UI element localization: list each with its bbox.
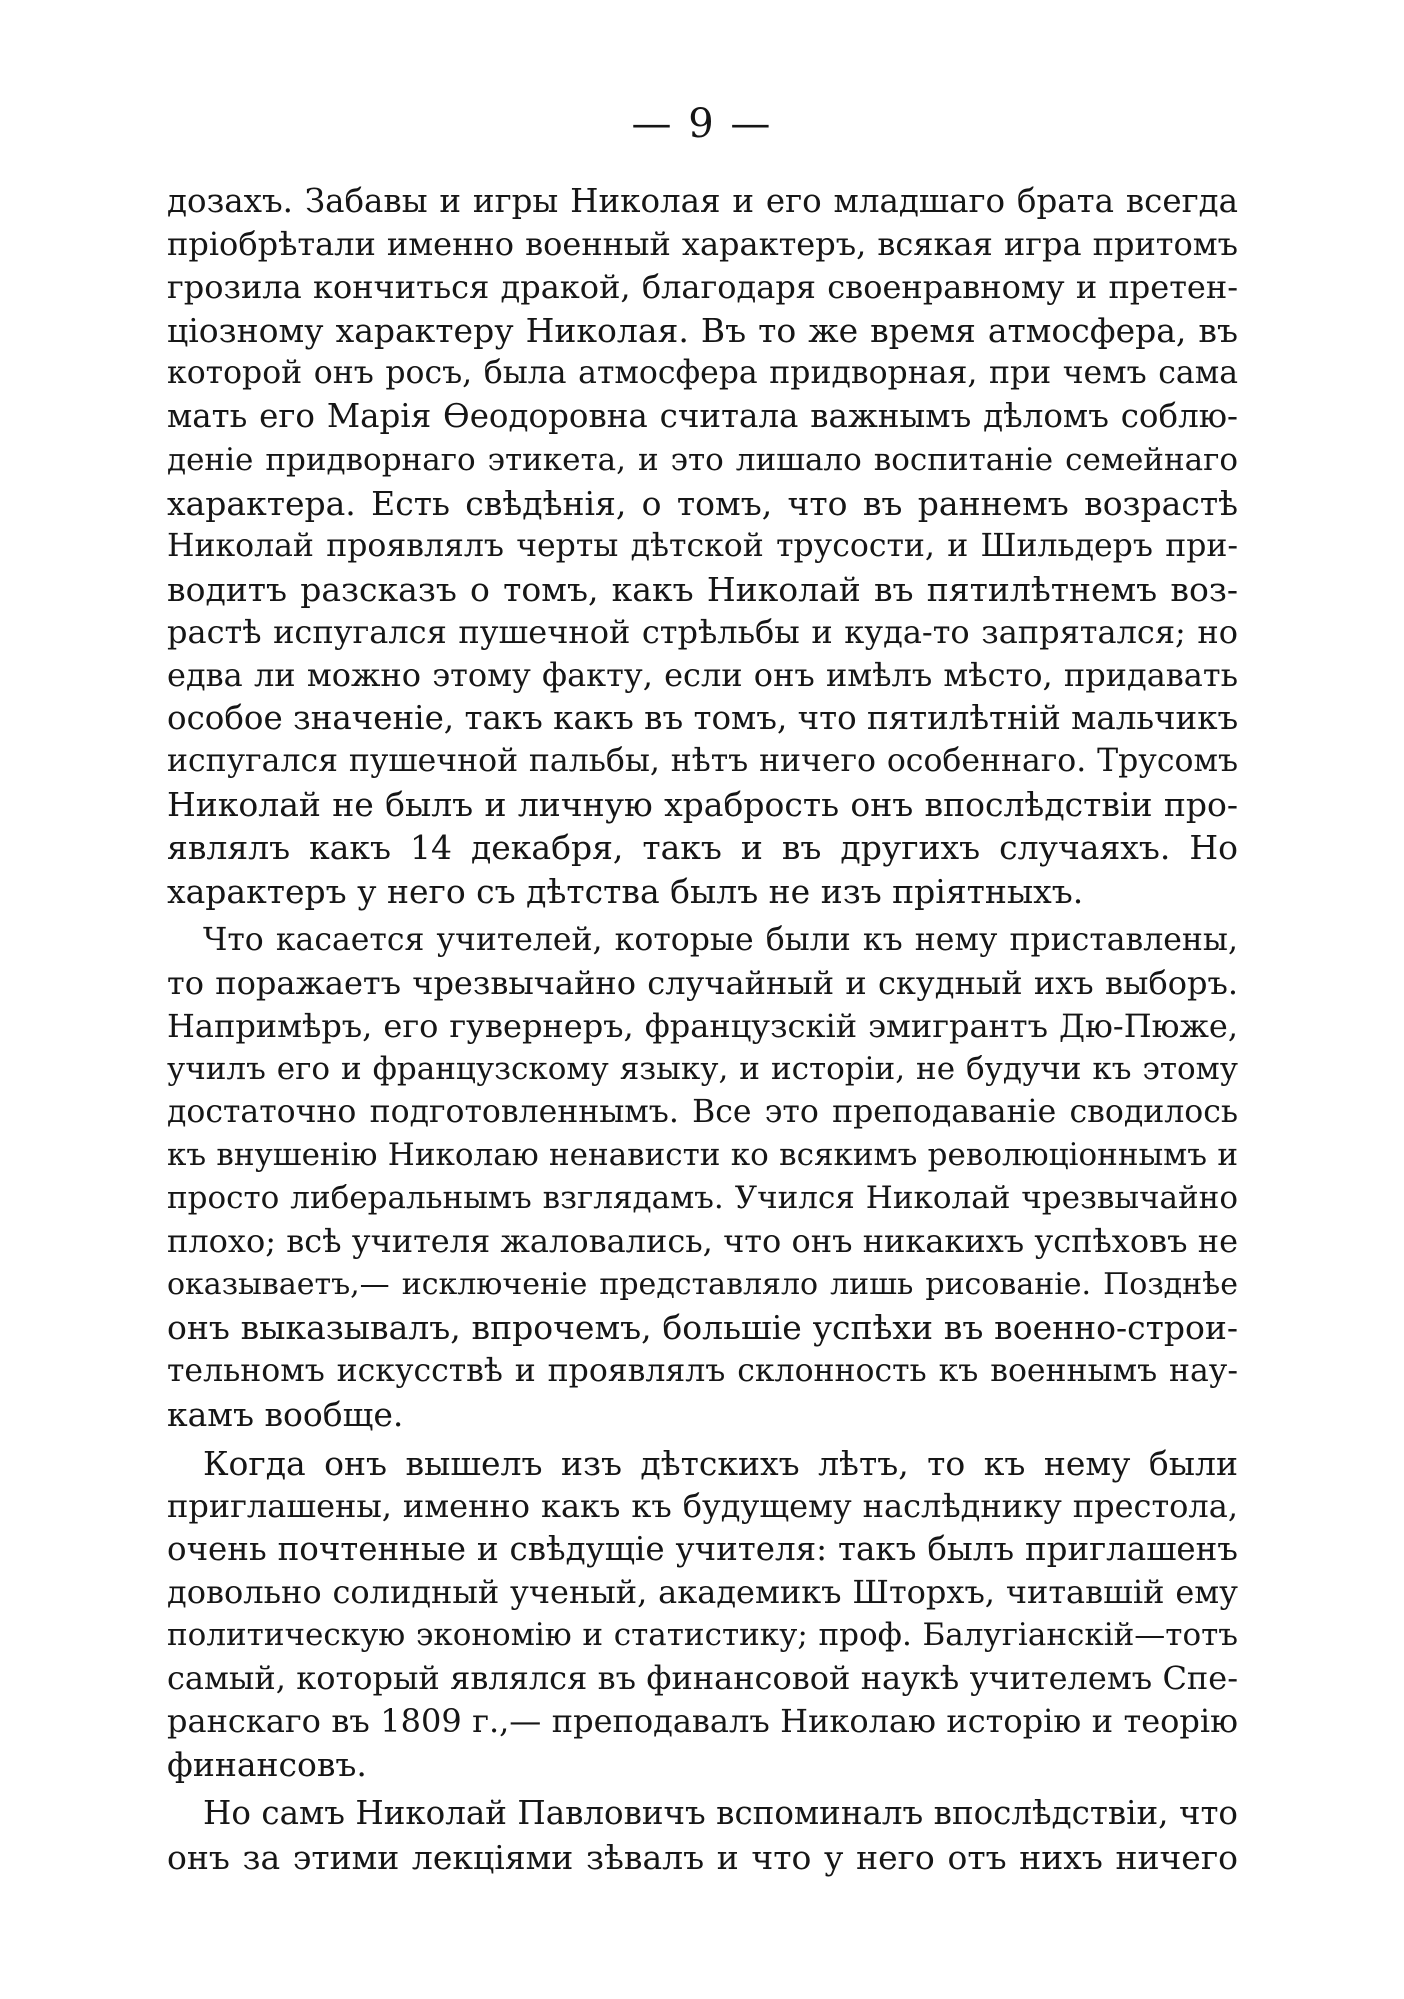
text-line: оказываетъ,— исключеніе представляло лишь рисованіе. Позднѣе — [167, 1267, 1238, 1303]
text-line: онъ выказывалъ, впрочемъ, большіе успѣхи въ военно-строи- — [167, 1308, 1238, 1348]
text-line: ціозному характеру Николая. Въ то же время атмосфера, въ — [167, 311, 1238, 351]
paragraph-1 — [167, 180, 1238, 913]
text-line: очень почтенные и свѣдущіе учителя: такъ былъ приглашенъ — [167, 1529, 1238, 1568]
text-line: то поражаетъ чрезвычайно случайный и скудный ихъ выборъ. — [167, 963, 1238, 1002]
page-number: — 9 — — [631, 101, 773, 147]
text-line: тельномъ искусствѣ и проявлялъ склонность къ военнымъ нау- — [167, 1352, 1238, 1389]
text-line: Напримѣръ, его гувернеръ, французскій эмигрантъ Дю-Пюже, — [167, 1006, 1238, 1045]
text-line: достаточно подготовленнымъ. Все это преподаваніе сводилось — [167, 1093, 1238, 1130]
text-line: Николай не былъ и личную храбрость онъ впослѣдствіи про- — [167, 785, 1238, 825]
text-line: водитъ разсказъ о томъ, какъ Николай въ пятилѣтнемъ воз- — [167, 569, 1238, 609]
paragraph-4 — [167, 1792, 1238, 1878]
text-line: являлъ какъ 14 декабря, такъ и въ другихъ случаяхъ. Но — [167, 828, 1238, 868]
text-line: самый, который являлся въ финансовой наукѣ учителемъ Спе- — [167, 1659, 1238, 1698]
text-line: финансовъ. — [167, 1745, 367, 1785]
text-line: Но самъ Николай Павловичъ вспоминалъ впослѣдствіи, что — [203, 1794, 1238, 1833]
text-line: Что касается учителей, которые были къ нему приставлены, — [203, 921, 1238, 958]
text-line: испугался пушечной пальбы, нѣтъ ничего особеннаго. Трусомъ — [167, 743, 1238, 780]
paragraph-3 — [167, 1442, 1238, 1787]
text-line: характеръ у него съ дѣтства былъ не изъ пріятныхъ. — [167, 871, 1084, 911]
text-line: характера. Есть свѣдѣнія, о томъ, что въ раннемъ возрастѣ — [167, 483, 1238, 523]
text-line: деніе придворнаго этикета, и это лишало воспитаніе семейнаго — [167, 441, 1238, 478]
text-line: просто либеральнымъ взглядамъ. Учился Николай чрезвычайно — [167, 1180, 1238, 1217]
text-line: приглашены, именно какъ къ будущему наслѣднику престола, — [167, 1486, 1238, 1525]
text-line: Николай проявлялъ черты дѣтской трусости, и Шильдеръ при- — [167, 527, 1238, 564]
text-line: Когда онъ вышелъ изъ дѣтскихъ лѣтъ, то къ нему были — [203, 1443, 1238, 1483]
text-line: растѣ испугался пушечной стрѣльбы и куда-то запрятался; но — [167, 612, 1238, 651]
text-line: едва ли можно этому факту, если онъ имѣлъ мѣсто, придавать — [167, 656, 1238, 695]
text-line: особое значеніе, такъ какъ въ томъ, что пятилѣтній мальчикъ — [167, 699, 1238, 738]
text-line: дозахъ. Забавы и игры Николая и его младшаго брата всегда — [167, 182, 1238, 220]
text-line: камъ вообще. — [167, 1394, 404, 1434]
body-text — [167, 180, 1238, 1885]
text-line: училъ его и французскому языку, и исторіи, не будучи къ этому — [167, 1050, 1238, 1087]
paragraph-2 — [167, 919, 1238, 1436]
text-line: онъ за этими лекціями зѣвалъ и что у него отъ нихъ ничего — [167, 1837, 1238, 1877]
text-line: къ внушенію Николаю ненависти ко всякимъ революціоннымъ и — [167, 1137, 1238, 1174]
text-line: которой онъ росъ, была атмосфера придворная, при чемъ сама — [167, 355, 1238, 392]
text-line: довольно солидный ученый, академикъ Шторхъ, читавшій ему — [167, 1573, 1238, 1611]
text-line: плохо; всѣ учителя жаловались, что онъ никакихъ успѣховъ не — [167, 1222, 1238, 1261]
text-line: грозила кончиться дракой, благодаря своенравному и претен- — [167, 268, 1238, 307]
text-line: мать его Марія Ѳеодоровна считала важнымъ дѣломъ соблю- — [167, 397, 1238, 436]
text-line: пріобрѣтали именно военный характеръ, всякая игра притомъ — [167, 225, 1238, 264]
text-line: политическую экономію и статистику; проф. Балугіанскій—тотъ — [167, 1617, 1238, 1654]
text-line: ранскаго въ 1809 г.,— преподавалъ Николаю исторію и теорію — [167, 1702, 1238, 1741]
